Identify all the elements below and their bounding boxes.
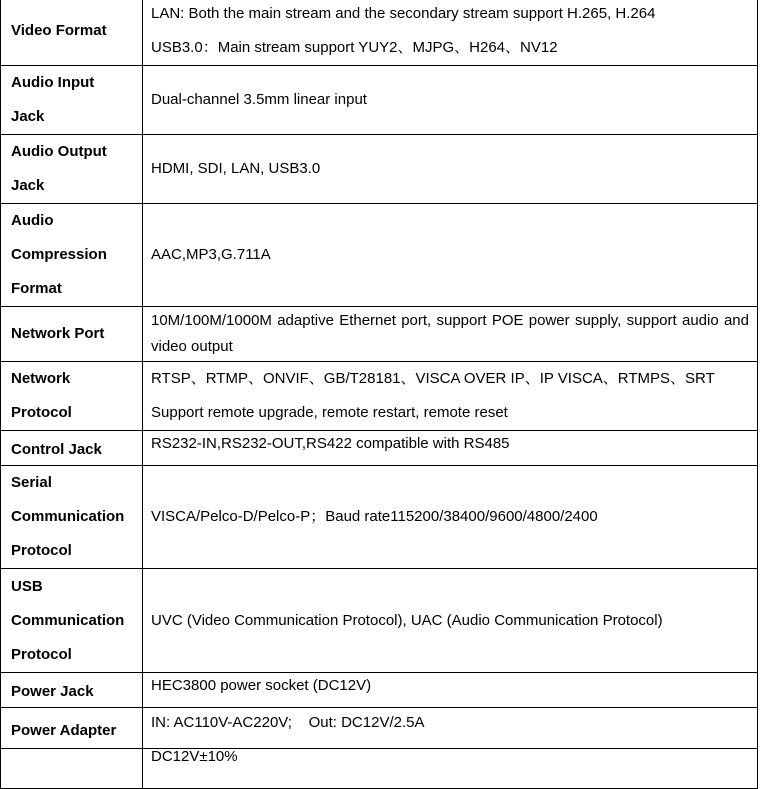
spec-label-text: Protocol [11, 542, 72, 559]
spec-value-line: UVC (Video Communication Protocol), UAC (Audio Communication Protocol) [151, 611, 663, 629]
spec-value [143, 569, 758, 673]
spec-value [143, 0, 758, 66]
spec-value [143, 466, 758, 569]
spec-label-text: Audio [11, 212, 54, 229]
spec-label-text: Video Format [11, 22, 107, 39]
spec-label [1, 66, 143, 135]
table-row [1, 708, 758, 749]
spec-label [1, 0, 143, 66]
spec-label-text: Protocol [11, 645, 72, 663]
table-row [1, 204, 758, 307]
spec-label-text: Network Port [11, 325, 105, 342]
table-row [1, 749, 758, 789]
spec-label-text: Audio Output [11, 143, 107, 160]
spec-label-text: Power Jack [11, 683, 94, 700]
spec-value-line: IN: AC110V-AC220V; Out: DC12V/2.5A [151, 714, 425, 731]
spec-label-text: USB [11, 577, 43, 595]
spec-label [1, 569, 143, 673]
spec-value [143, 204, 758, 307]
spec-label-text: Protocol [11, 404, 72, 421]
table-row [1, 673, 758, 708]
table-row [1, 307, 758, 362]
spec-value [143, 362, 758, 431]
spec-label-text: Communication [11, 611, 125, 629]
spec-label [1, 204, 143, 307]
spec-value [143, 135, 758, 204]
spec-value-line: LAN: Both the main stream and the secondary stream support H.265, H.264 [151, 5, 656, 22]
spec-label-text: Audio Input [11, 74, 95, 91]
spec-value-line: Dual-channel 3.5mm linear input [151, 91, 367, 108]
spec-label-text: Serial [11, 474, 52, 491]
spec-value [143, 307, 758, 362]
spec-value-line: DC12V±10% [151, 748, 238, 765]
spec-label [1, 673, 143, 708]
spec-value-line: HDMI, SDI, LAN, USB3.0 [151, 160, 321, 177]
spec-value-line: VISCA/Pelco-D/Pelco-P；Baud rate115200/38400/9600/4800/2400 [151, 508, 598, 525]
spec-value-line: AAC,MP3,G.711A [151, 246, 271, 263]
table-row [1, 569, 758, 673]
spec-label [1, 431, 143, 466]
table-row [1, 66, 758, 135]
spec-value-line: 10M/100M/1000M adaptive Ethernet port, support POE power supply, support audio and video output [151, 312, 749, 355]
spec-label-text: Jack [11, 108, 45, 125]
spec-label [1, 708, 143, 749]
spec-label-text: Power Adapter [11, 722, 117, 739]
spec-value [143, 708, 758, 749]
spec-label-text: Network [11, 370, 71, 387]
spec-value-line: HEC3800 power socket (DC12V) [151, 677, 372, 694]
spec-value-line: RTSP、RTMP、ONVIF、GB/T28181、VISCA OVER IP、IP VISCA、RTMPS、SRT [151, 370, 715, 387]
table-row [1, 0, 758, 66]
spec-value [143, 431, 758, 466]
spec-label-text: Control Jack [11, 441, 102, 458]
table-row [1, 466, 758, 569]
table-row [1, 135, 758, 204]
spec-value [143, 749, 758, 789]
table-row [1, 431, 758, 466]
spec-value-line: Support remote upgrade, remote restart, remote reset [151, 404, 508, 421]
spec-label [1, 362, 143, 431]
spec-value-line: USB3.0：Main stream support YUY2、MJPG、H264、NV12 [151, 39, 558, 56]
spec-value-line: RS232-IN,RS232-OUT,RS422 compatible with RS485 [151, 435, 510, 452]
spec-label [1, 749, 143, 789]
spec-label [1, 307, 143, 362]
spec-value [143, 66, 758, 135]
spec-label-text: Jack [11, 177, 45, 194]
spec-label-text: Compression [11, 246, 107, 263]
table-row [1, 362, 758, 431]
spec-label [1, 135, 143, 204]
spec-value [143, 673, 758, 708]
spec-label-text: Format [11, 280, 62, 297]
spec-label [1, 466, 143, 569]
spec-label-text: Communication [11, 508, 125, 525]
